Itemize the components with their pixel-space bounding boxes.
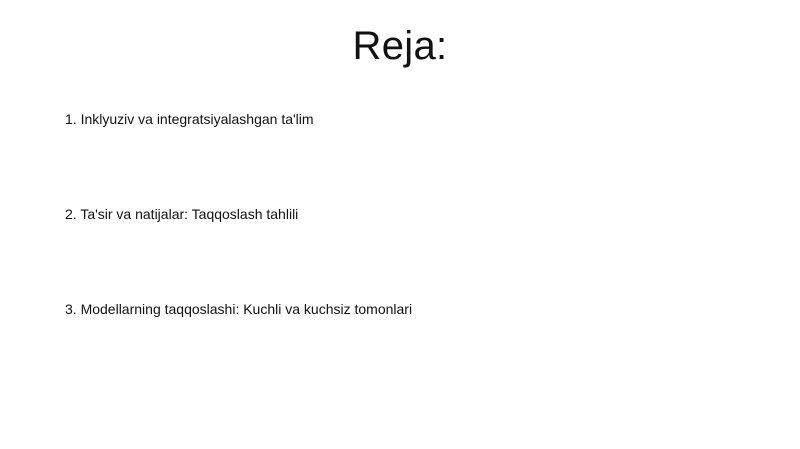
list-item-3: 3. Modellarning taqqoslashi: Kuchli va kuchsiz tomonlari	[65, 301, 413, 317]
slide-title: Reja:	[352, 24, 448, 68]
list-item-1: 1. Inklyuziv va integratsiyalashgan ta'lim	[65, 111, 314, 127]
list-item-2: 2. Ta'sir va natijalar: Taqqoslash tahlili	[65, 206, 299, 222]
